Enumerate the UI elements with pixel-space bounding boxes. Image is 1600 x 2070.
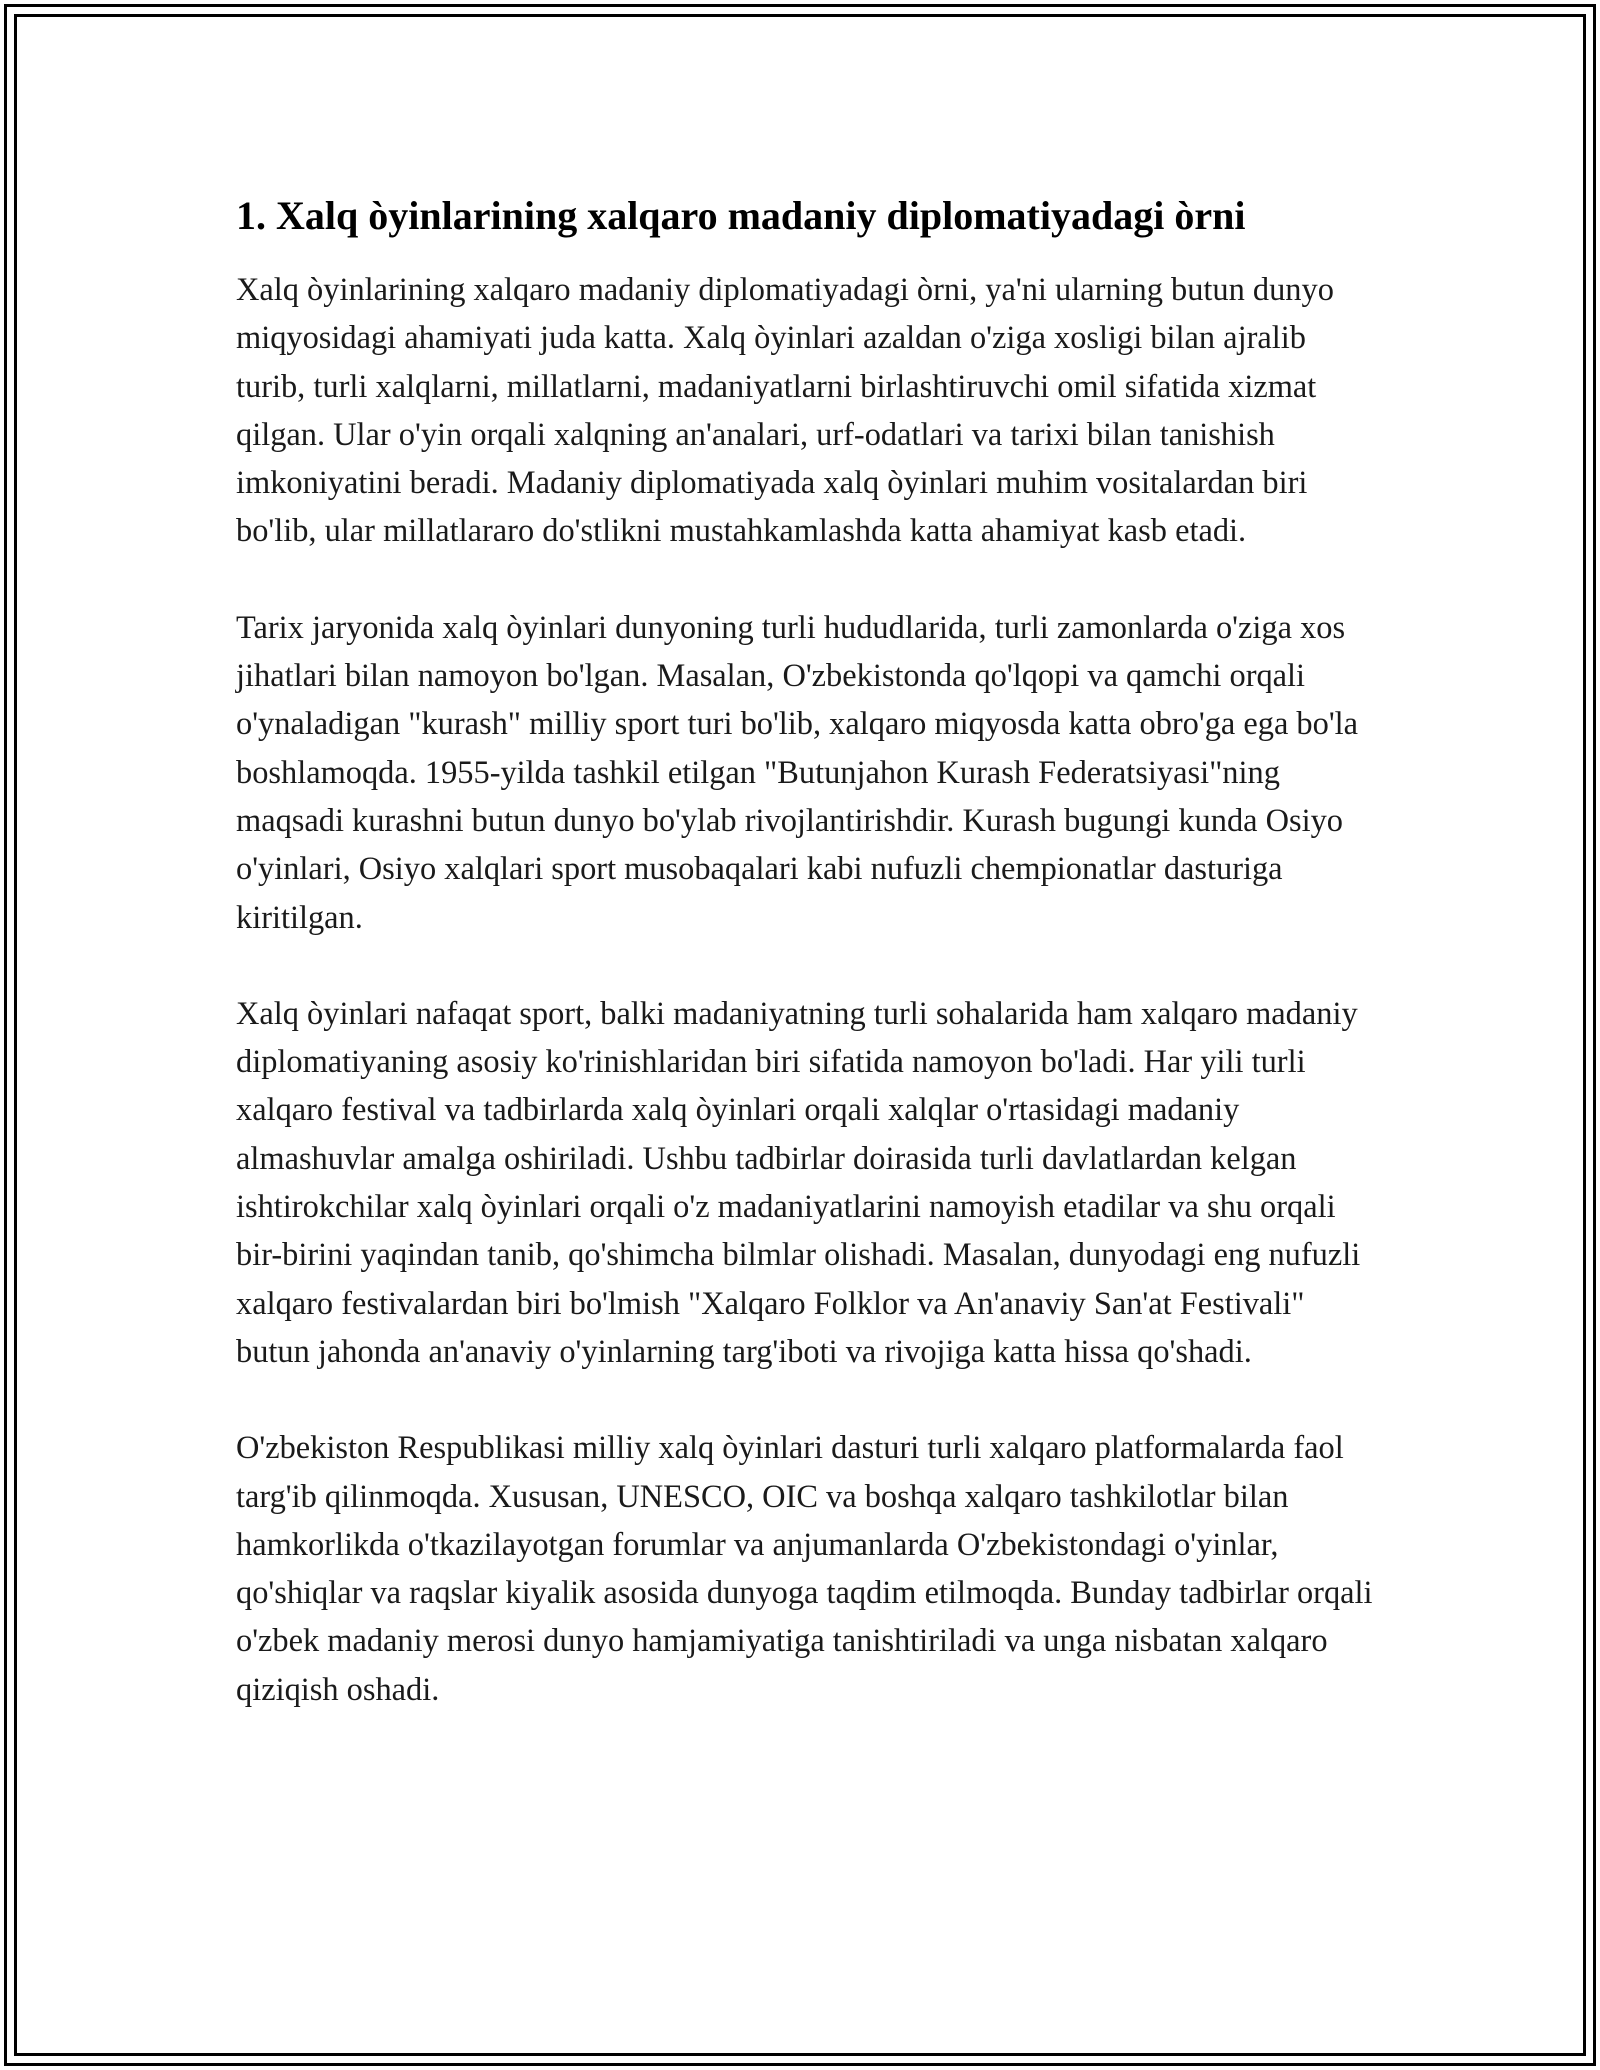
paragraph-4: O'zbekiston Respublikasi milliy xalq òyinlari dasturi turli xalqaro platformalarda faol targ'ib qilinmoqda. Xususan, UNESCO, OIC va boshqa xalqaro tashkilotlar bilan hamkorlikda o'tkazilayotgan forumlar va anjumanlarda O'zbekistondagi o'yinlar, qo'shiqlar va raqslar kiyalik asosida dunyoga taqdim etilmoqda. Bunday tadbirlar orqali o'zbek madaniy merosi dunyo hamjamiyatiga tanishtiriladi va unga nisbatan xalqaro qiziqish oshadi. — [236, 1430, 1373, 1708]
document-body — [236, 188, 1376, 1714]
paragraph-3: Xalq òyinlari nafaqat sport, balki madaniyatning turli sohalarida ham xalqaro madaniy diplomatiyaning asosiy ko'rinishlaridan biri sifatida namoyon bo'ladi. Har yili turli xalqaro festival va tadbirlarda xalq òyinlari orqali xalqlar o'rtasidagi madaniy almashuvlar amalga oshiriladi. Ushbu tadbirlar doirasida turli davlatlardan kelgan ishtirokchilar xalq òyinlari orqali o'z madaniyatlarini namoyish etadilar va shu orqali bir-birini yaqindan tanib, qo'shimcha bilmlar olishadi. Masalan, dunyodagi eng nufuzli xalqaro festivalardan biri bo'lmish "Xalqaro Folklor va An'anaviy San'at Festivali" butun jahonda an'anaviy o'yinlarning targ'iboti va rivojiga katta hissa qo'shadi. — [236, 995, 1361, 1370]
paragraph-2: Tarix jaryonida xalq òyinlari dunyoning turli hududlarida, turli zamonlarda o'ziga xos jihatlari bilan namoyon bo'lgan. Masalan, O'zbekistonda qo'lqopi va qamchi orqali o'ynaladigan "kurash" milliy sport turi bo'lib, xalqaro miqyosda katta obro'ga ega bo'la boshlamoqda. 1955-yilda tashkil etilgan "Butunjahon Kurash Federatsiyasi"ning maqsadi kurashni butun dunyo bo'ylab rivojlantirishdir. Kurash bugungi kunda Osiyo o'yinlari, Osiyo xalqlari sport musobaqalari kabi nufuzli chempionatlar dasturiga kiritilgan. — [236, 609, 1359, 936]
paragraph-1: Xalq òyinlarining xalqaro madaniy diplomatiyadagi òrni, ya'ni ularning butun dunyo miqyosidagi ahamiyati juda katta. Xalq òyinlari azaldan o'ziga xosligi bilan ajralib turib, turli xalqlarni, millatlarni, madaniyatlarni birlashtiruvchi omil sifatida xizmat qilgan. Ular o'yin orqali xalqning an'analari, urf-odatlari va tarixi bilan tanishish imkoniyatini beradi. Madaniy diplomatiyada xalq òyinlari muhim vositalardan biri bo'lib, ular millatlararo do'stlikni mustahkamlashda katta ahamiyat kasb etadi. — [236, 272, 1334, 550]
section-heading: 1. Xalq òyinlarining xalqaro madaniy diplomatiyadagi òrni — [236, 193, 1246, 238]
